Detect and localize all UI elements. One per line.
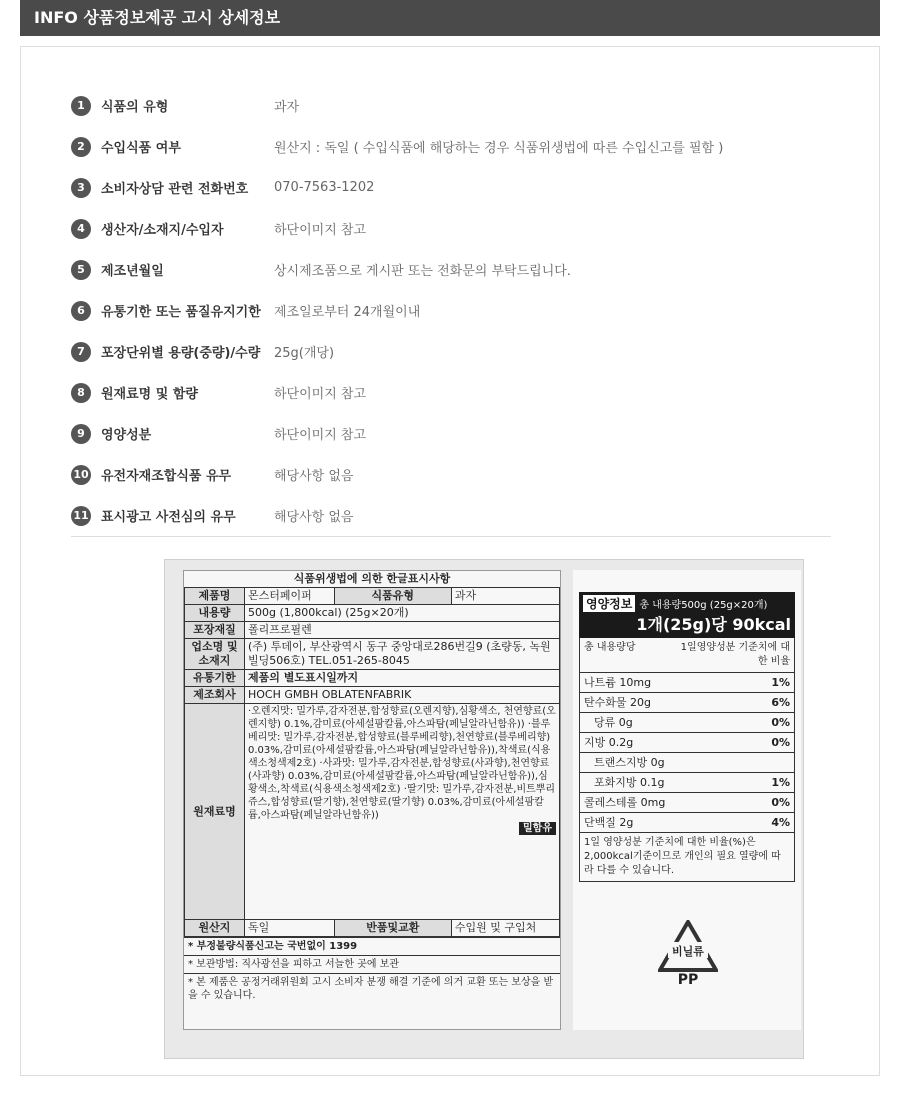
info-row: [71, 372, 791, 413]
nutrition-header: [579, 592, 795, 638]
info-value: 과자: [274, 100, 300, 115]
label-key: 포장재질: [185, 622, 245, 639]
label-key: 반품및교환: [334, 920, 451, 937]
info-row: [71, 208, 791, 249]
recycle-mark: [653, 920, 723, 1010]
nutrition-row: [580, 712, 794, 732]
info-panel: [20, 46, 880, 1076]
row-number-badge: 11: [71, 506, 91, 526]
recycle-label: 비닐류: [672, 945, 704, 958]
info-value: 상시제조품으로 게시판 또는 전화문의 부탁드립니다.: [274, 264, 571, 279]
info-row: [71, 167, 791, 208]
nutrient-pct: 1%: [771, 676, 790, 689]
label-key: 원산지: [185, 920, 245, 937]
nutrient-name: 나트륨 10mg: [584, 676, 652, 689]
nutrition-row: [580, 672, 794, 692]
row-number-badge: 10: [71, 465, 91, 485]
label-value: 수입원 및 구입처: [451, 920, 559, 937]
row-number-badge: 8: [71, 383, 91, 403]
label-value: 500g (1,800kcal) (25g×20개): [245, 605, 560, 622]
info-value: 070-7563-1202: [274, 180, 375, 195]
label-key: 내용량: [185, 605, 245, 622]
nutrition-table: [579, 638, 795, 882]
nutrient-name: 포화지방 0.1g: [594, 776, 665, 789]
nutrition-row: [580, 792, 794, 812]
recycle-icon: [658, 920, 718, 972]
divider: [71, 536, 831, 537]
nutrient-pct: 6%: [771, 696, 790, 709]
label-key: 업소명 및 소재지: [185, 639, 245, 670]
row-number-badge: 1: [71, 96, 91, 116]
nutrient-pct: 0%: [771, 736, 790, 749]
label-title: 식품위생법에 의한 한글표시사항: [293, 572, 451, 585]
row-number-badge: 9: [71, 424, 91, 444]
nutrition-total: 총 내용량500g (25g×20개): [639, 600, 768, 611]
info-value: 25g(개당): [274, 346, 335, 361]
row-number-badge: 7: [71, 342, 91, 362]
nutrition-row: [580, 812, 794, 832]
info-label: 소비자상담 관련 전화번호: [101, 182, 249, 197]
nutrient-name: 콜레스테롤 0mg: [584, 796, 666, 809]
info-row: [71, 290, 791, 331]
label-value: HOCH GMBH OBLATENFABRIK: [245, 687, 560, 704]
label-value: 폴리프로필렌: [245, 622, 560, 639]
ingredients-text: ·오렌지맛: 밀가루,감자전분,합성향료(오렌지향),심황색소, 천연향료(오렌지향) 0.1%,감미료(아세설팜칼륨,아스파탐(페닐알라닌함유)) ·블루베리맛: 밀가루,감자전분,합성향료(블루베리향),천연향료(블루베리향) 0.03%,감미료(아세설팜칼륨,아스파탐(페닐알라닌함유)),착색료(식용색소청색제2호) ·사과맛: 밀가루,감자전분,합성향료(사과향),천연향료(사과향) 0.03%,감미료(아세설팜칼륨,아스파탐(페닐알라닌함유)),심황색소,착색료(식용색소청색제2호) ·딸기맛: 밀가루,감자전분,비트뿌리쥬스,합성향료(딸기향),천연향료(딸기향) 0.03%,감미료(아세설팜칼륨,아스파탐(페닐알라닌함유)): [248, 706, 556, 821]
korean-label: [183, 570, 561, 1030]
row-number-badge: 6: [71, 301, 91, 321]
row-number-badge: 3: [71, 178, 91, 198]
nutrient-pct: 0%: [771, 796, 790, 809]
label-note: * 본 제품은 공정거래위원회 고시 소비자 분쟁 해결 기준에 의거 교환 또는 보상을 받을 수 있습니다.: [184, 973, 560, 1004]
info-value: 해당사항 없음: [274, 510, 354, 525]
product-label-image: [164, 559, 804, 1059]
row-number-badge: 4: [71, 219, 91, 239]
nutrition-row: [580, 772, 794, 792]
info-row: [71, 85, 791, 126]
info-value: 제조일로부터 24개월이내: [274, 305, 421, 320]
nutrition-label: [573, 570, 801, 1030]
info-label: 생산자/소재지/수입자: [101, 223, 224, 238]
row-number-badge: 2: [71, 137, 91, 157]
label-value: 과자: [451, 588, 559, 605]
info-row: [71, 413, 791, 454]
info-value: 원산지 : 독일 ( 수입식품에 해당하는 경우 식품위생법에 따른 수입신고를 필함 ): [274, 141, 724, 156]
info-label: 원재료명 및 함량: [101, 387, 198, 402]
info-label: 식품의 유형: [101, 100, 169, 115]
label-table: [184, 587, 560, 937]
page-header: INFO 상품정보제공 고시 상세정보: [20, 0, 880, 36]
info-row: [71, 495, 791, 536]
row-number-badge: 5: [71, 260, 91, 280]
info-label: 제조년월일: [101, 264, 164, 279]
label-value: 제품의 별도표시일까지: [245, 670, 560, 687]
label-value: (주) 투데이, 부산광역시 동구 중앙대로286번길9 (초량동, 녹원빌딩506호) TEL.051-265-8045: [245, 639, 560, 670]
milk-tag: 밀함유: [519, 822, 556, 835]
nutrition-footer: 1일 영양성분 기준치에 대한 비율(%)은 2,000kcal기준이므로 개인의 필요 열량에 따라 다를 수 있습니다.: [580, 832, 794, 881]
nutrition-row: [580, 692, 794, 712]
nutrition-row: [580, 732, 794, 752]
nutrition-col-right: 1일영양성분 기준치에 대한 비율: [680, 642, 790, 667]
nutrient-pct: 4%: [771, 816, 790, 829]
info-label: 유통기한 또는 품질유지기한: [101, 305, 261, 320]
label-value: 몬스터페이퍼: [245, 588, 335, 605]
info-value: 하단이미지 참고: [274, 428, 367, 443]
nutrition-title: 영양정보: [583, 595, 635, 612]
info-row: [71, 331, 791, 372]
info-label: 수입식품 여부: [101, 141, 181, 156]
nutrient-name: 당류 0g: [594, 716, 633, 729]
info-value: 하단이미지 참고: [274, 223, 367, 238]
recycle-code: PP: [677, 972, 699, 988]
nutrient-name: 트랜스지방 0g: [594, 756, 665, 769]
label-note: * 보관방법: 직사광선을 피하고 서늘한 곳에 보관: [184, 955, 560, 973]
label-key: 원재료명: [185, 704, 245, 920]
info-row: [71, 249, 791, 290]
nutrient-name: 탄수화물 20g: [584, 696, 651, 709]
nutrient-name: 지방 0.2g: [584, 736, 634, 749]
info-row: [71, 126, 791, 167]
nutrition-col-left: 총 내용량당: [584, 642, 636, 653]
info-row: [71, 454, 791, 495]
label-key: 식품유형: [334, 588, 451, 605]
info-label: 영양성분: [101, 428, 152, 443]
info-label: 유전자재조합식품 유무: [101, 469, 232, 484]
label-key: 제조회사: [185, 687, 245, 704]
nutrient-pct: 0%: [771, 716, 790, 729]
label-key: 제품명: [185, 588, 245, 605]
info-label: 포장단위별 용량(중량)/수량: [101, 346, 261, 361]
label-ingredients: [245, 704, 560, 920]
info-value: 해당사항 없음: [274, 469, 354, 484]
label-value: 독일: [245, 920, 335, 937]
nutrient-name: 단백질 2g: [584, 816, 634, 829]
label-note: * 부정불량식품신고는 국번없이 1399: [184, 937, 560, 955]
nutrition-row: [580, 752, 794, 772]
info-list: [71, 85, 791, 536]
info-label: 표시광고 사전심의 유무: [101, 510, 236, 525]
nutrition-per: 1개(25g)당 90kcal: [636, 615, 791, 634]
label-key: 유통기한: [185, 670, 245, 687]
info-value: 하단이미지 참고: [274, 387, 367, 402]
nutrient-pct: 1%: [771, 776, 790, 789]
